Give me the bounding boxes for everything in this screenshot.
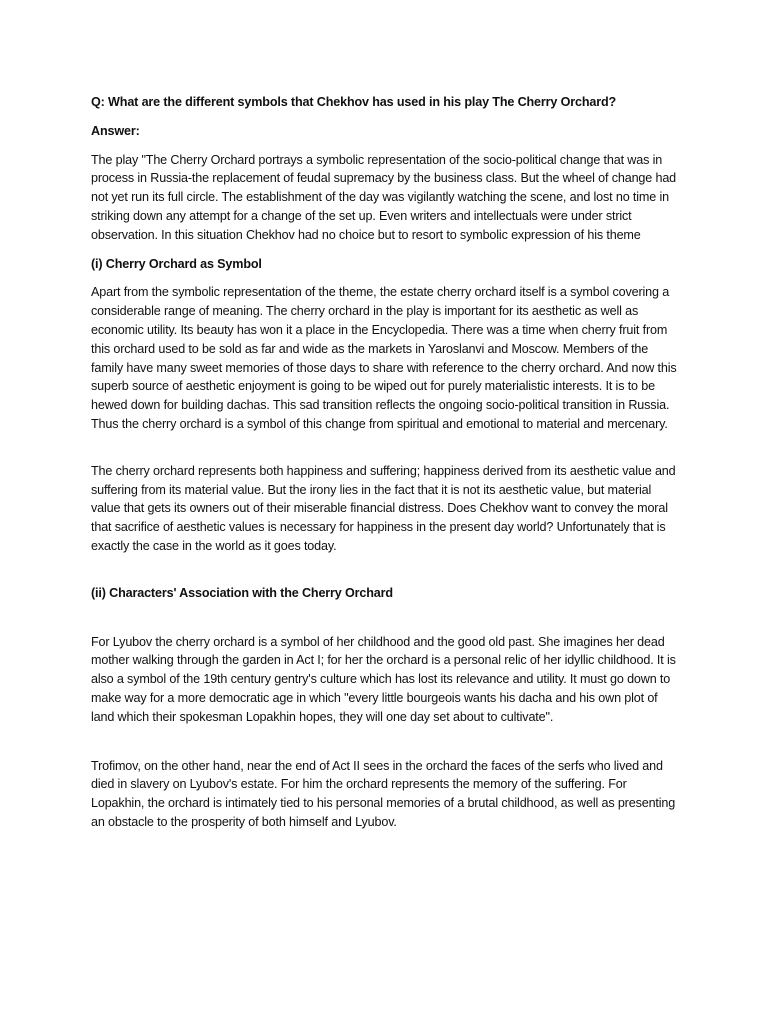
document-body: [91, 93, 681, 842]
answer-label: Answer:: [91, 123, 140, 138]
section-heading-cherry-orchard-symbol: (i) Cherry Orchard as Symbol: [91, 256, 262, 271]
section1-paragraph-2: The cherry orchard represents both happiness and suffering; happiness derived from its aesthetic value and suffering from its material value. But the irony lies in the fact that it is not its aesthetic value, but material value that gets its owners out of their miserable financial distress. Does Chekhov want to convey the moral that sacrifice of aesthetic values is necessary for happiness in the present day world? Unfortunately that is exactly the case in the world as it goes today.: [91, 463, 676, 553]
section1-paragraph-1: Apart from the symbolic representation of the theme, the estate cherry orchard itself is a symbol covering a considerable range of meaning. The cherry orchard in the play is important for its aesthetic as well as economic utility. Its beauty has won it a place in the Encyclopedia. There was a time when cherry fruit from this orchard used to be sold as far and wide as the markets in Yaroslanvi and Moscow. Members of the family have many sweet memories of those days to share with reference to the cherry orchard. And now this superb source of aesthetic enjoyment is going to be wiped out for purely materialistic interests. It is to be hewed down for building dachas. This sad transition reflects the ongoing socio-political transition in Russia. Thus the cherry orchard is a symbol of this change from spiritual and emotional to material and mercenary.: [91, 285, 677, 431]
intro-paragraph: The play "The Cherry Orchard portrays a symbolic representation of the socio-political change that was in process in Russia-the replacement of feudal supremacy by the business class. But the wheel of change had not yet run its full circle. The establishment of the day was vigilantly watching the scene, and lost no time in striking down any attempt for a change of the set up. Even writers and intellectuals were under strict observation. In this situation Chekhov had no choice but to resort to symbolic expression of his theme: [91, 152, 677, 242]
section-heading-characters-association: (ii) Characters' Association with the Cherry Orchard: [91, 585, 393, 600]
section2-paragraph-1: For Lyubov the cherry orchard is a symbol of her childhood and the good old past. She imagines her dead mother walking through the garden in Act I; for her the orchard is a personal relic of her idyllic childhood. It is also a symbol of the 19th century gentry's culture which has lost its relevance and utility. It must go down to make way for a more democratic age in which "every little bourgeois wants his dacha and his own plot of land which their spokesman Lopakhin hopes, they will one day set about to cultivate".: [91, 634, 676, 724]
question-text: Q: What are the different symbols that Chekhov has used in his play The Cherry Orchard?: [91, 95, 617, 109]
section2-paragraph-2: Trofimov, on the other hand, near the end of Act II sees in the orchard the faces of the serfs who lived and died in slavery on Lyubov's estate. For him the orchard represents the memory of the suffering. For Lopakhin, the orchard is intimately tied to his personal memories of a brutal childhood, as well as presenting an obstacle to the prosperity of both himself and Lyubov.: [91, 758, 676, 829]
